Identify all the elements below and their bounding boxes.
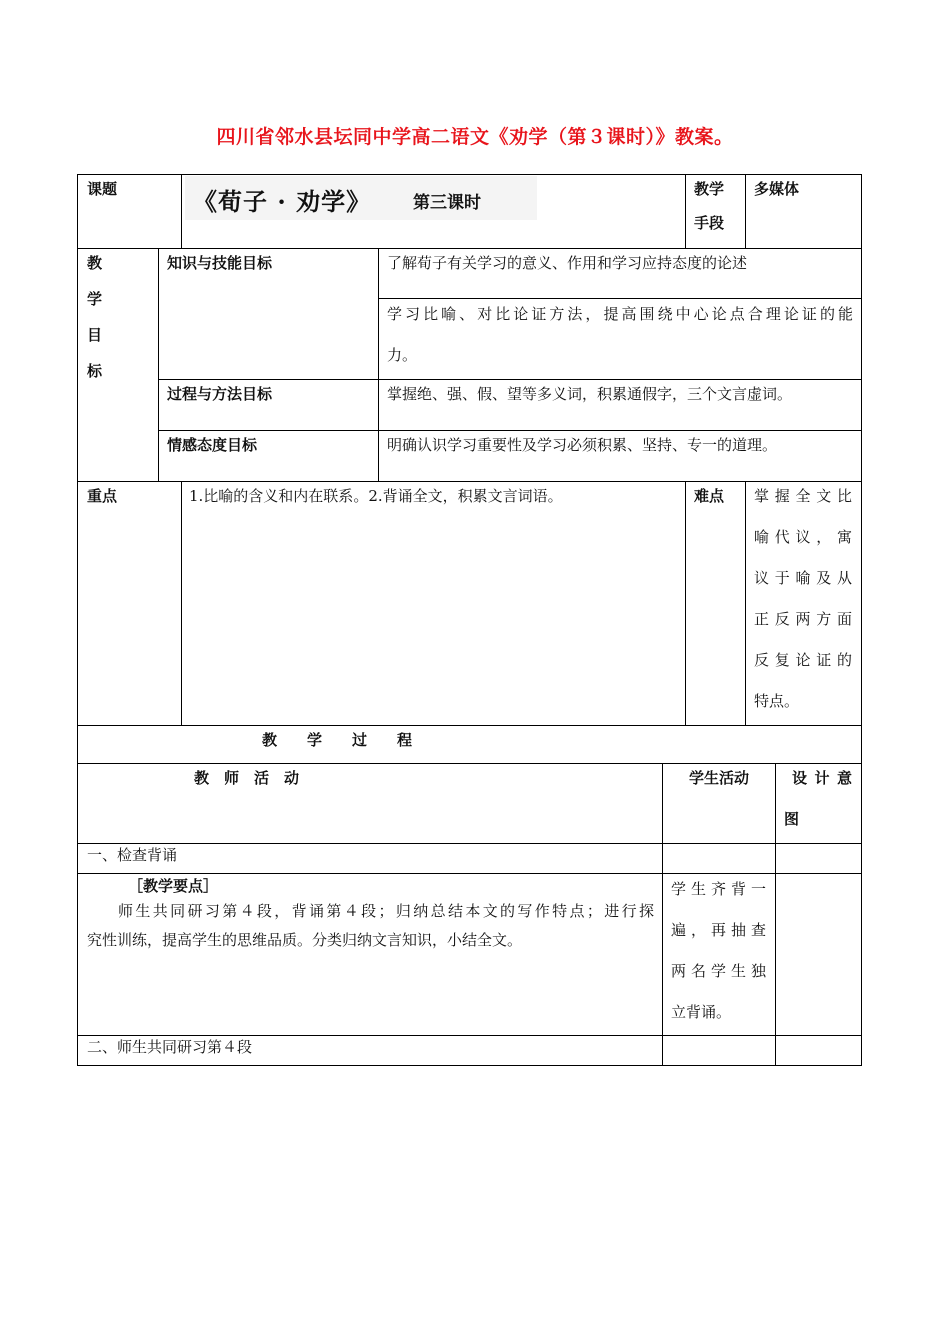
section-study-paragraph4: 二、师生共同研习第４段 (87, 1038, 253, 1056)
col-student-activity: 学生活动 (689, 769, 750, 787)
topic-main-title: 《荀子 · 劝学》 (193, 187, 372, 216)
objective-item: 掌握绝、强、假、望等多义词，积累通假字，三个文言虚词。 (387, 385, 793, 403)
topic-image (185, 176, 537, 220)
difficulty-line: 反复论证的 (754, 651, 852, 669)
document-title: 四川省邻水县坛同中学高二语文《劝学（第３课时）》教案。 (216, 126, 734, 148)
means-label-line2: 手段 (694, 214, 725, 232)
difficulty-line: 议于喻及从 (754, 569, 852, 587)
col-design-intent: 设 计 意 (792, 769, 852, 787)
objective-item: 明确认识学习重要性及学习必须积累、坚持、专一的道理。 (387, 436, 778, 454)
process-heading: 教 学 过 程 (262, 731, 413, 749)
objective-item: 了解荀子有关学习的意义、作用和学习应持态度的论述 (387, 254, 748, 272)
means-value: 多媒体 (754, 180, 800, 198)
objectives-label-char: 标 (87, 362, 103, 380)
objective-item: 学习比喻、对比论证方法，提高围绕中心论点合理论证的能 (387, 305, 853, 323)
student-activity-line: 两名学生独 (671, 962, 766, 980)
topic-subtitle: 第三课时 (413, 193, 481, 213)
topic-label: 课题 (87, 180, 118, 198)
objective-item: 力。 (387, 346, 418, 364)
difficulty-line: 正反两方面 (754, 610, 852, 628)
col-teacher-activity: 教 师 活 动 (194, 769, 300, 787)
difficulty-line: 掌握全文比 (754, 487, 852, 505)
student-activity-line: 遍，再抽查 (671, 921, 766, 939)
student-activity-line: 立背诵。 (671, 1003, 732, 1021)
section-check-recitation: 一、检查背诵 (87, 846, 178, 864)
teaching-points-label: ［教学要点］ (128, 877, 219, 895)
key-points-label: 重点 (87, 487, 118, 505)
objectives-label-char: 目 (87, 326, 103, 344)
difficulty-line: 特点。 (754, 692, 800, 710)
student-activity-line: 学生齐背一 (671, 880, 766, 898)
objective-name-knowledge: 知识与技能目标 (167, 254, 273, 272)
difficulty-label: 难点 (694, 487, 725, 505)
key-points-text: 1.比喻的含义和内在联系。2.背诵全文，积累文言词语。 (189, 487, 563, 505)
means-label-line1: 教学 (694, 180, 725, 198)
teaching-points-line: 师生共同研习第４段，背诵第４段；归纳总结本文的写作特点；进行探 (118, 902, 654, 920)
objective-name-process: 过程与方法目标 (167, 385, 273, 403)
col-design-intent-cont: 图 (784, 810, 800, 828)
objective-name-emotion: 情感态度目标 (167, 436, 258, 454)
objectives-label-char: 学 (87, 290, 103, 308)
teaching-points-line: 究性训练，提高学生的思维品质。分类归纳文言知识，小结全文。 (87, 931, 523, 949)
objectives-label-char: 教 (87, 254, 103, 272)
difficulty-line: 喻代议，寓 (754, 528, 852, 546)
